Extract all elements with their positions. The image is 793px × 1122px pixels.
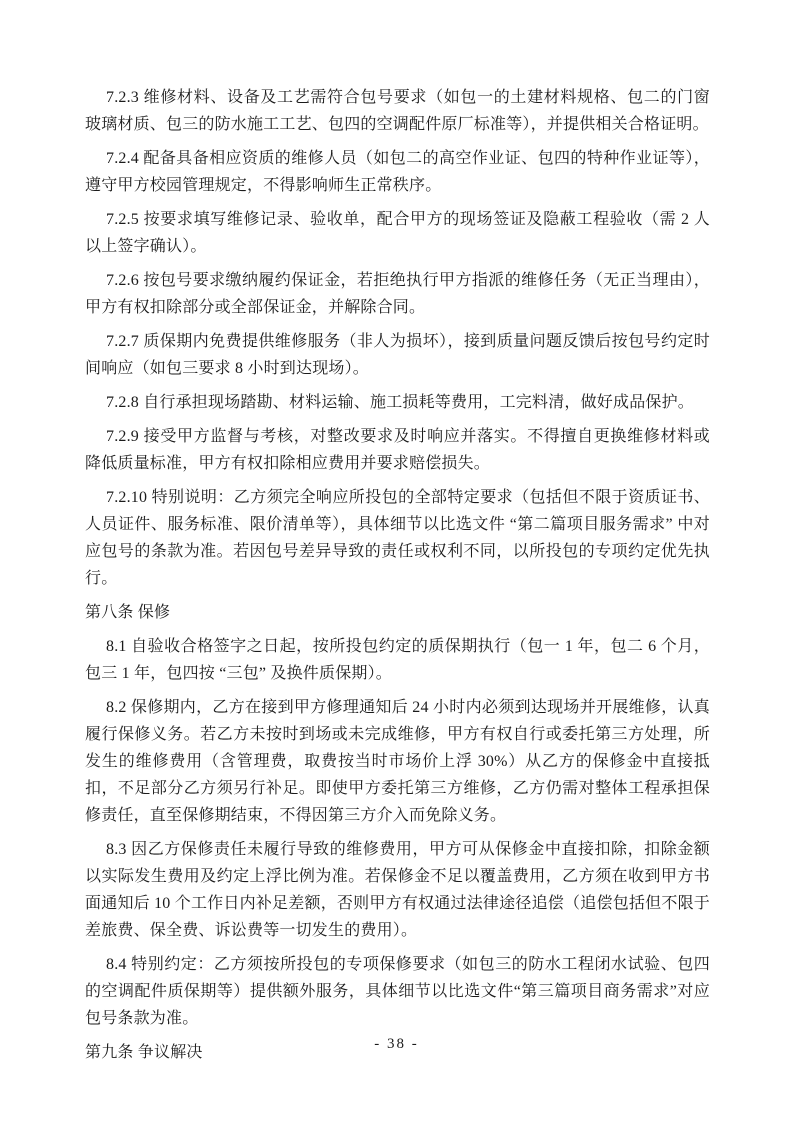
clause-7-2-3: 7.2.3 维修材料、设备及工艺需符合包号要求（如包一的土建材料规格、包二的门窗玻璃材质、包三的防水施工工艺、包四的空调配件原厂标准等），并提供相关合格证明。	[85, 89, 710, 133]
heading-article-8-warranty: 第八条 保修	[85, 604, 171, 621]
clause-7-2-5: 7.2.5 按要求填写维修记录、验收单，配合甲方的现场签证及隐蔽工程验收（需 2 人以上签字确认）。	[85, 211, 710, 255]
clause-7-2-7: 7.2.7 质保期内免费提供维修服务（非人为损坏），接到质量问题反馈后按包号约定时间响应（如包三要求 8 小时到达现场）。	[85, 333, 710, 377]
clause-7-2-4: 7.2.4 配备具备相应资质的维修人员（如包二的高空作业证、包四的特种作业证等），遵守甲方校园管理规定，不得影响师生正常秩序。	[85, 150, 710, 194]
page-footer	[0, 1034, 793, 1054]
clause-8-3: 8.3 因乙方保修责任未履行导致的维修费用，甲方可从保修金中直接扣除，扣除金额以实际发生费用及约定上浮比例为准。若保修金不足以覆盖费用，乙方须在收到甲方书面通知后 10 个工作日内补足差额，否则甲方有权通过法律途径追偿（追偿包括但不限于差旅费、保全费、诉讼费等一切发生的费用）。	[85, 841, 710, 939]
clause-7-2-9: 7.2.9 接受甲方监督与考核，对整改要求及时响应并落实。不得擅自更换维修材料或降低质量标准，甲方有权扣除相应费用并要求赔偿损失。	[85, 428, 710, 472]
clause-7-2-8: 7.2.8 自行承担现场踏勘、材料运输、施工损耗等费用，工完料清，做好成品保护。	[106, 394, 695, 411]
clause-8-2: 8.2 保修期内，乙方在接到甲方修理通知后 24 小时内必须到达现场并开展维修，认真履行保修义务。若乙方未按时到场或未完成维修，甲方有权自行或委托第三方处理，所发生的维修费用（含管理费，取费按当时市场价上浮 30%）从乙方的保修金中直接抵扣，不足部分乙方须另行补足。即使甲方委托第三方维修，乙方仍需对整体工程承担保修责任，直至保修期结束，不得因第三方介入而免除义务。	[85, 699, 710, 824]
clause-8-1: 8.1 自验收合格签字之日起，按所投包约定的质保期执行（包一 1 年，包二 6 个月，包三 1 年，包四按 “三包” 及换件质保期）。	[85, 638, 710, 682]
page-number: - 38 -	[374, 1036, 419, 1052]
heading-article-9-dispute-resolution: 第九条 争议解决	[85, 1044, 203, 1061]
clause-7-2-6: 7.2.6 按包号要求缴纳履约保证金，若拒绝执行甲方指派的维修任务（无正当理由），甲方有权扣除部分或全部保证金，并解除合同。	[85, 272, 710, 316]
contract-body	[85, 84, 710, 1073]
clause-8-4: 8.4 特别约定：乙方须按所投包的专项保修要求（如包三的防水工程闭水试验、包四的空调配件质保期等）提供额外服务，具体细节以比选文件“第三篇项目商务需求”对应包号条款为准。	[85, 956, 710, 1027]
clause-7-2-10: 7.2.10 特别说明：乙方须完全响应所投包的全部特定要求（包括但不限于资质证书、人员证件、服务标准、限价清单等），具体细节以比选文件 “第二篇项目服务需求” 中对应包号的条款为准。若因包号差异导致的责任或权利不同，以所投包的专项约定优先执行。	[85, 489, 710, 587]
